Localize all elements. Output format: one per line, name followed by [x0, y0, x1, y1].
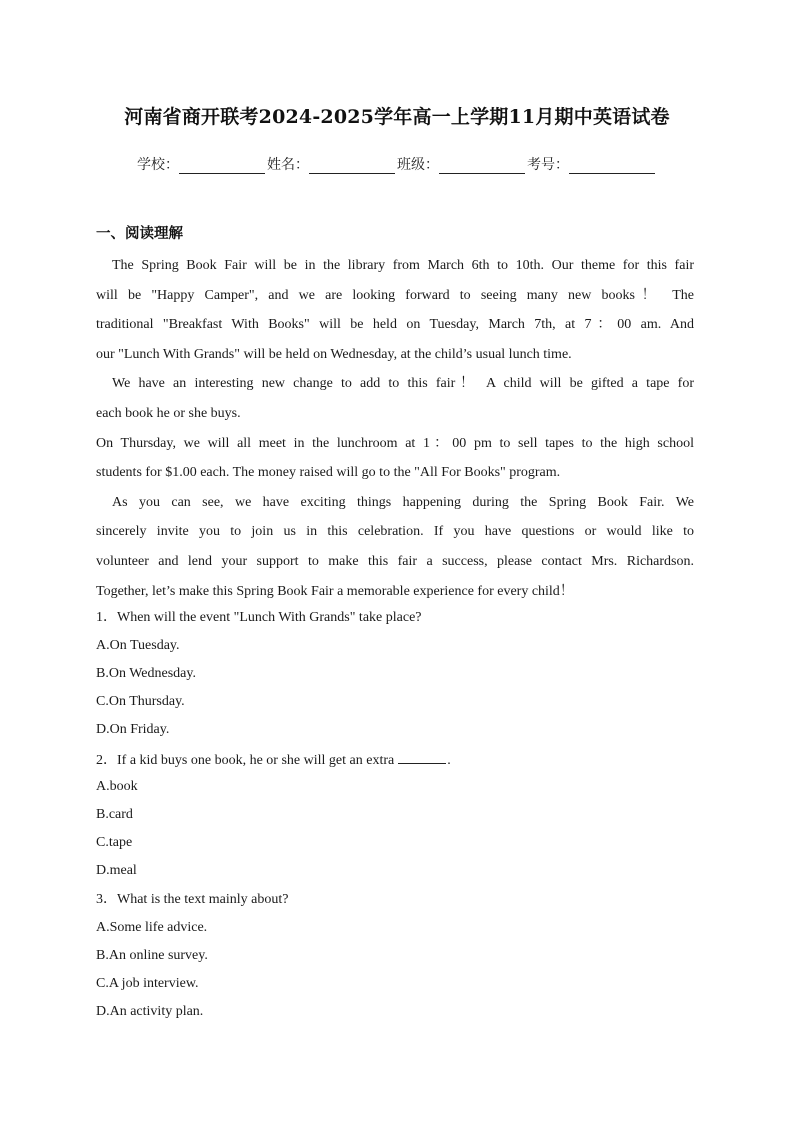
name-field: [267, 154, 397, 174]
answer-option: C.A job interview.: [96, 976, 199, 991]
answer-option: C.On Thursday.: [96, 694, 185, 709]
passage-line: each book he or she buys.: [96, 405, 241, 421]
name-label: 姓名：: [267, 157, 309, 173]
question-1: [96, 608, 694, 748]
question-stem-end: .: [447, 753, 451, 768]
reading-passage: [96, 255, 694, 610]
passage-line: As you can see, we have exciting things happening during the Spring Book Fair. We: [112, 494, 694, 510]
name-blank: [309, 159, 395, 174]
question-stem: 1．When will the event "Lunch With Grands" take place?: [96, 610, 422, 625]
exam-title: 河南省商开联考2024-2025学年高一上学期11月期中英语试卷: [124, 106, 670, 128]
class-label: 班级：: [397, 157, 439, 173]
school-field: [137, 154, 267, 174]
question-2: [96, 749, 694, 889]
passage-line: traditional "Breakfast With Books" will be held on Tuesday, March 7th, at 7：00 am. And: [96, 317, 694, 333]
question-stem: 3．What is the text mainly about?: [96, 892, 289, 907]
passage-line: sincerely invite you to join us in this celebration. If you have questions or would like to: [96, 524, 694, 540]
answer-option: B.An online survey.: [96, 948, 208, 963]
question-stem-text: 2．If a kid buys one book, he or she will get an extra: [96, 753, 395, 768]
section-heading: 一、阅读理解: [96, 226, 183, 242]
class-blank: [439, 159, 525, 174]
passage-line: will be "Happy Camper", and we are looking forward to seeing many new books！ The: [96, 287, 694, 303]
school-blank: [179, 159, 265, 174]
answer-option: A.On Tuesday.: [96, 638, 180, 653]
question-stem: [96, 749, 694, 777]
passage-line: We have an interesting new change to add to this fair！ A child will be gifted a tape for: [112, 376, 694, 392]
school-label: 学校：: [137, 157, 179, 173]
passage-line: students for $1.00 each. The money raised will go to the "All For Books" program.: [96, 465, 561, 481]
answer-option: A.book: [96, 779, 138, 794]
answer-option: B.card: [96, 807, 133, 822]
passage-line: Together, let’s make this Spring Book Fair a memorable experience for every child！: [96, 583, 574, 599]
class-field: [397, 154, 527, 174]
student-info-row: [0, 154, 794, 174]
question-3: [96, 890, 694, 1030]
answer-option: D.meal: [96, 863, 137, 878]
exam-number-field: [527, 154, 657, 174]
passage-line: The Spring Book Fair will be in the library from March 6th to 10th. Our theme for this fair: [112, 258, 694, 273]
answer-option: D.On Friday.: [96, 722, 170, 737]
passage-line: volunteer and lend your support to make this fair a success, please contact Mrs. Richardson.: [96, 553, 694, 569]
answer-option: B.On Wednesday.: [96, 666, 196, 681]
passage-line: our "Lunch With Grands" will be held on Wednesday, at the child’s usual lunch time.: [96, 346, 572, 362]
passage-line: On Thursday, we will all meet in the lunchroom at 1：00 pm to sell tapes to the high school: [96, 435, 694, 451]
exam-number-label: 考号：: [527, 157, 569, 173]
answer-option: A.Some life advice.: [96, 920, 208, 935]
answer-option: D.An activity plan.: [96, 1004, 204, 1019]
exam-number-blank: [569, 159, 655, 174]
answer-blank: [398, 749, 446, 764]
answer-option: C.tape: [96, 835, 133, 850]
